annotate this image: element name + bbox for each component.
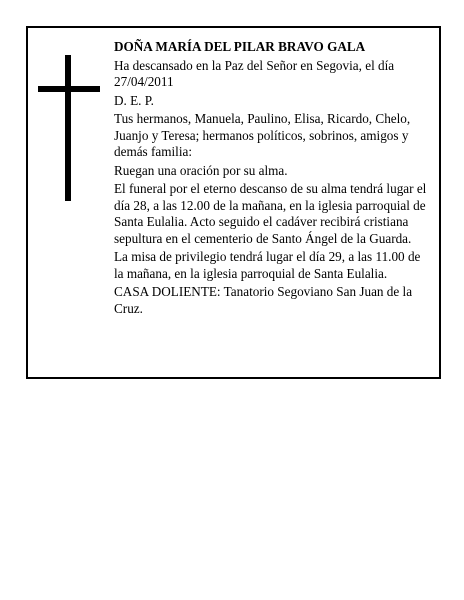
funeral-details: El funeral por el eterno descanso de su alma tendrá lugar el día 28, a las 12.00 de la mañana, en la iglesia parroquial de Santa Eulalia. Acto seguido el cadáver recibirá cristiana sepultura en el cementerio de Santo Ángel de la Guarda. (114, 181, 427, 246)
deceased-name: DOÑA MARÍA DEL PILAR BRAVO GALA (114, 39, 366, 54)
obituary-notice (26, 26, 441, 379)
rest-in-peace: D. E. P. (114, 92, 154, 108)
cross-horizontal-bar (38, 86, 100, 92)
cross-icon (38, 55, 100, 201)
mourning-house: CASA DOLIENTE: Tanatorio Segoviano San Juan de la Cruz. (114, 284, 413, 316)
mourners-list: Tus hermanos, Manuela, Paulino, Elisa, Ricardo, Chelo, Juanjo y Teresa; hermanos políticos, sobrinos, amigos y demás familia: (114, 111, 411, 159)
notice-text (114, 39, 429, 319)
mass-details: La misa de privilegio tendrá lugar el día 29, a las 11.00 de la mañana, en la iglesia parroquial de Santa Eulalia. (114, 249, 421, 281)
cross-vertical-bar (65, 55, 71, 201)
death-announcement: Ha descansado en la Paz del Señor en Segovia, el día 27/04/2011 (114, 57, 395, 89)
prayer-request: Ruegan una oración por su alma. (114, 162, 288, 178)
